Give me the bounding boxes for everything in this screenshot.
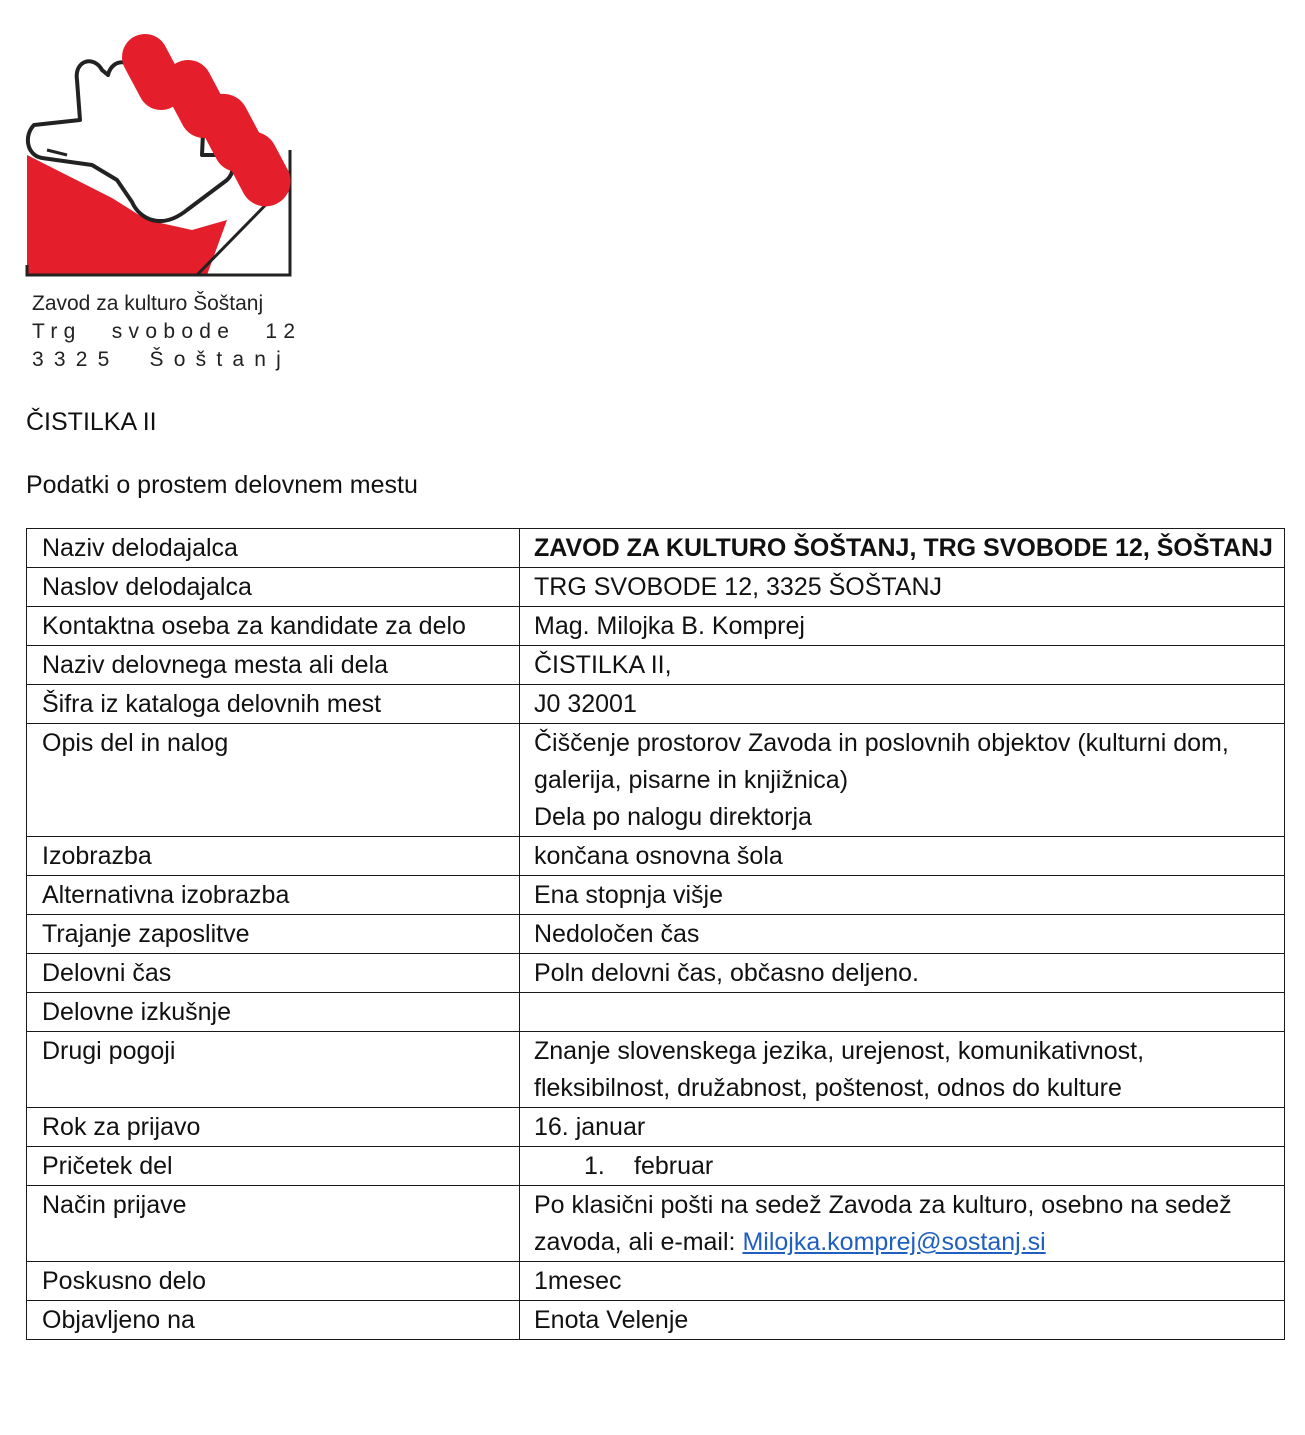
table-row [27,915,1285,954]
table-row [27,685,1285,724]
row-label: Način prijave [27,1186,520,1262]
row-label: Delovni čas [27,954,520,993]
row-value: 1mesec [520,1262,1285,1301]
row-label: Pričetek del [27,1147,520,1186]
row-label: Opis del in nalog [27,724,520,837]
table-row [27,1262,1285,1301]
table-row [27,1147,1285,1186]
row-label: Naziv delodajalca [27,529,520,568]
table-row [27,1301,1285,1340]
row-value: ČISTILKA II, [520,646,1285,685]
row-label: Alternativna izobrazba [27,876,520,915]
row-value: ZAVOD ZA KULTURO ŠOŠTANJ, TRG SVOBODE 12, ŠOŠTANJ [520,529,1285,568]
row-value: TRG SVOBODE 12, 3325 ŠOŠTANJ [520,568,1285,607]
email-link[interactable]: Milojka.komprej@sostanj.si [742,1228,1046,1256]
row-value: Nedoločen čas [520,915,1285,954]
table-row [27,1186,1285,1262]
organization-logo [22,30,302,280]
table-row [27,993,1285,1032]
row-label: Delovne izkušnje [27,993,520,1032]
organization-street: Trg svobode 12 [32,320,302,343]
row-label: Kontaktna oseba za kandidate za delo [27,607,520,646]
table-row [27,1032,1285,1108]
document-title: ČISTILKA II [26,408,157,436]
table-row [27,529,1285,568]
row-value: Znanje slovenskega jezika, urejenost, komunikativnost, fleksibilnost, družabnost, poštenost, odnos do kulture [520,1032,1285,1108]
row-label: Objavljeno na [27,1301,520,1340]
row-value [520,993,1285,1032]
table-row [27,876,1285,915]
row-label: Naslov delodajalca [27,568,520,607]
row-label: Izobrazba [27,837,520,876]
row-value: Enota Velenje [520,1301,1285,1340]
table-row [27,837,1285,876]
job-description-extra: Dela po nalogu direktorja [534,803,812,831]
row-value: J0 32001 [520,685,1285,724]
handshake-logo-icon [22,30,302,280]
table-row [27,954,1285,993]
table-row [27,724,1285,837]
row-label: Naziv delovnega mesta ali dela [27,646,520,685]
job-details-table [26,528,1285,1340]
list-number: 1. [584,1152,605,1180]
row-label: Rok za prijavo [27,1108,520,1147]
row-value [520,724,1285,837]
row-label: Šifra iz kataloga delovnih mest [27,685,520,724]
row-value: Ena stopnja višje [520,876,1285,915]
start-month: februar [634,1152,714,1180]
organization-city: 3325 Šoštanj [32,348,291,371]
row-value [520,1186,1285,1262]
row-label: Poskusno delo [27,1262,520,1301]
row-value: končana osnovna šola [520,837,1285,876]
application-method: Po klasični pošti na sedež Zavoda za kulturo, osebno na sedež zavoda, ali e-mail: [534,1191,1232,1256]
organization-address [32,290,301,374]
row-label: Trajanje zaposlitve [27,915,520,954]
organization-name: Zavod za kulturo Šoštanj [32,292,264,315]
row-value: 16. januar [520,1108,1285,1147]
table-row [27,646,1285,685]
table-row [27,568,1285,607]
row-value: Poln delovni čas, občasno deljeno. [520,954,1285,993]
row-label: Drugi pogoji [27,1032,520,1108]
document-subtitle: Podatki o prostem delovnem mestu [26,471,418,499]
row-value [520,1147,1285,1186]
job-description: Čiščenje prostorov Zavoda in poslovnih objektov (kulturni dom, galerija, pisarne in knjižnica) [534,729,1229,794]
table-row [27,607,1285,646]
row-value: Mag. Milojka B. Komprej [520,607,1285,646]
table-row [27,1108,1285,1147]
